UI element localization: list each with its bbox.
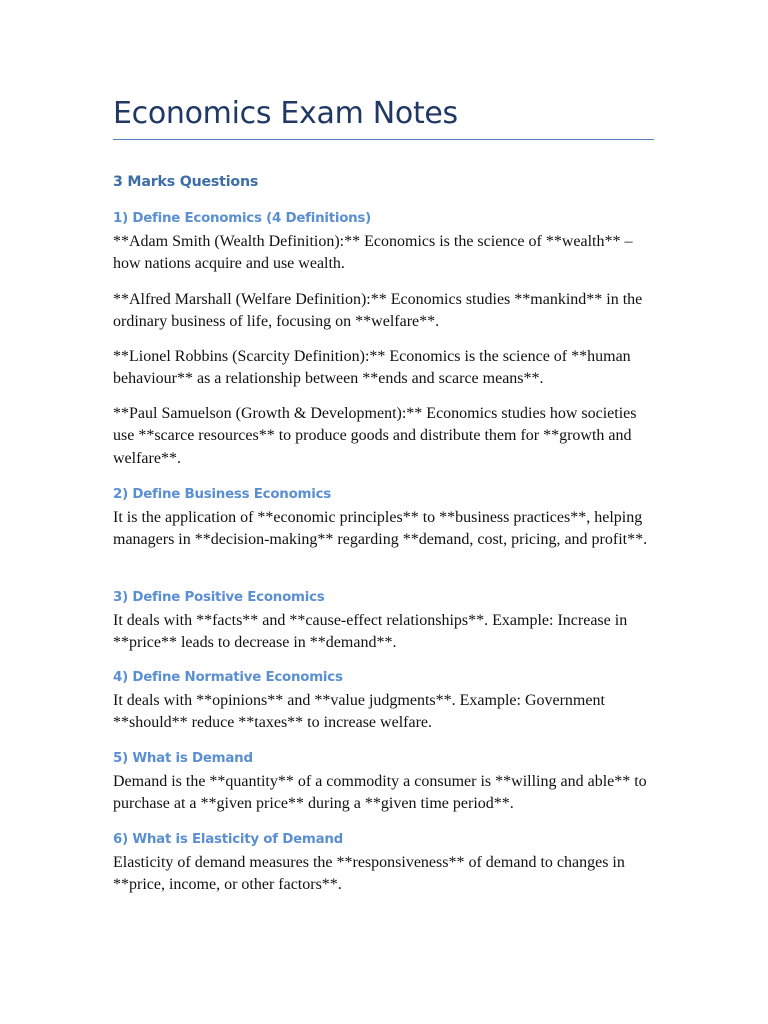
question-paragraph: **Alfred Marshall (Welfare Definition):** Economics studies **mankind** in the ordinary business of life, focusing on **welfare**. <box>113 291 643 331</box>
question-heading: 2) Define Business Economics <box>113 487 331 502</box>
title-underline-divider <box>113 139 654 140</box>
question-paragraph: It deals with **opinions** and **value judgments**. Example: Government **should** reduce **taxes** to increase welfare. <box>113 692 605 732</box>
question-paragraph: **Adam Smith (Wealth Definition):** Economics is the science of **wealth** – how nations acquire and use wealth. <box>113 233 633 273</box>
question-heading: 1) Define Economics (4 Definitions) <box>113 211 372 226</box>
question-paragraph: **Lionel Robbins (Scarcity Definition):** Economics is the science of **human behaviour** as a relationship between **ends and scarce means**. <box>113 348 631 388</box>
question-heading: 5) What is Demand <box>113 751 253 766</box>
section-heading: 3 Marks Questions <box>113 174 259 190</box>
question-heading: 4) Define Normative Economics <box>113 670 343 685</box>
question-paragraph: Elasticity of demand measures the **responsiveness** of demand to changes in **price, income, or other factors**. <box>113 854 625 894</box>
document-title: Economics Exam Notes <box>113 96 458 131</box>
question-paragraph: It is the application of **economic principles** to **business practices**, helping managers in **decision-making** regarding **demand, cost, pricing, and profit**. <box>113 509 648 549</box>
question-paragraph: It deals with **facts** and **cause-effect relationships**. Example: Increase in **price** leads to decrease in **demand**. <box>113 612 628 652</box>
question-paragraph: Demand is the **quantity** of a commodity a consumer is **willing and able** to purchase at a **given price** during a **given time period**. <box>113 773 647 813</box>
question-paragraph: **Paul Samuelson (Growth & Development):** Economics studies how societies use **scarce resources** to produce goods and distribute them for **growth and welfare**. <box>113 405 637 467</box>
question-heading: 3) Define Positive Economics <box>113 590 325 605</box>
question-heading: 6) What is Elasticity of Demand <box>113 832 344 847</box>
